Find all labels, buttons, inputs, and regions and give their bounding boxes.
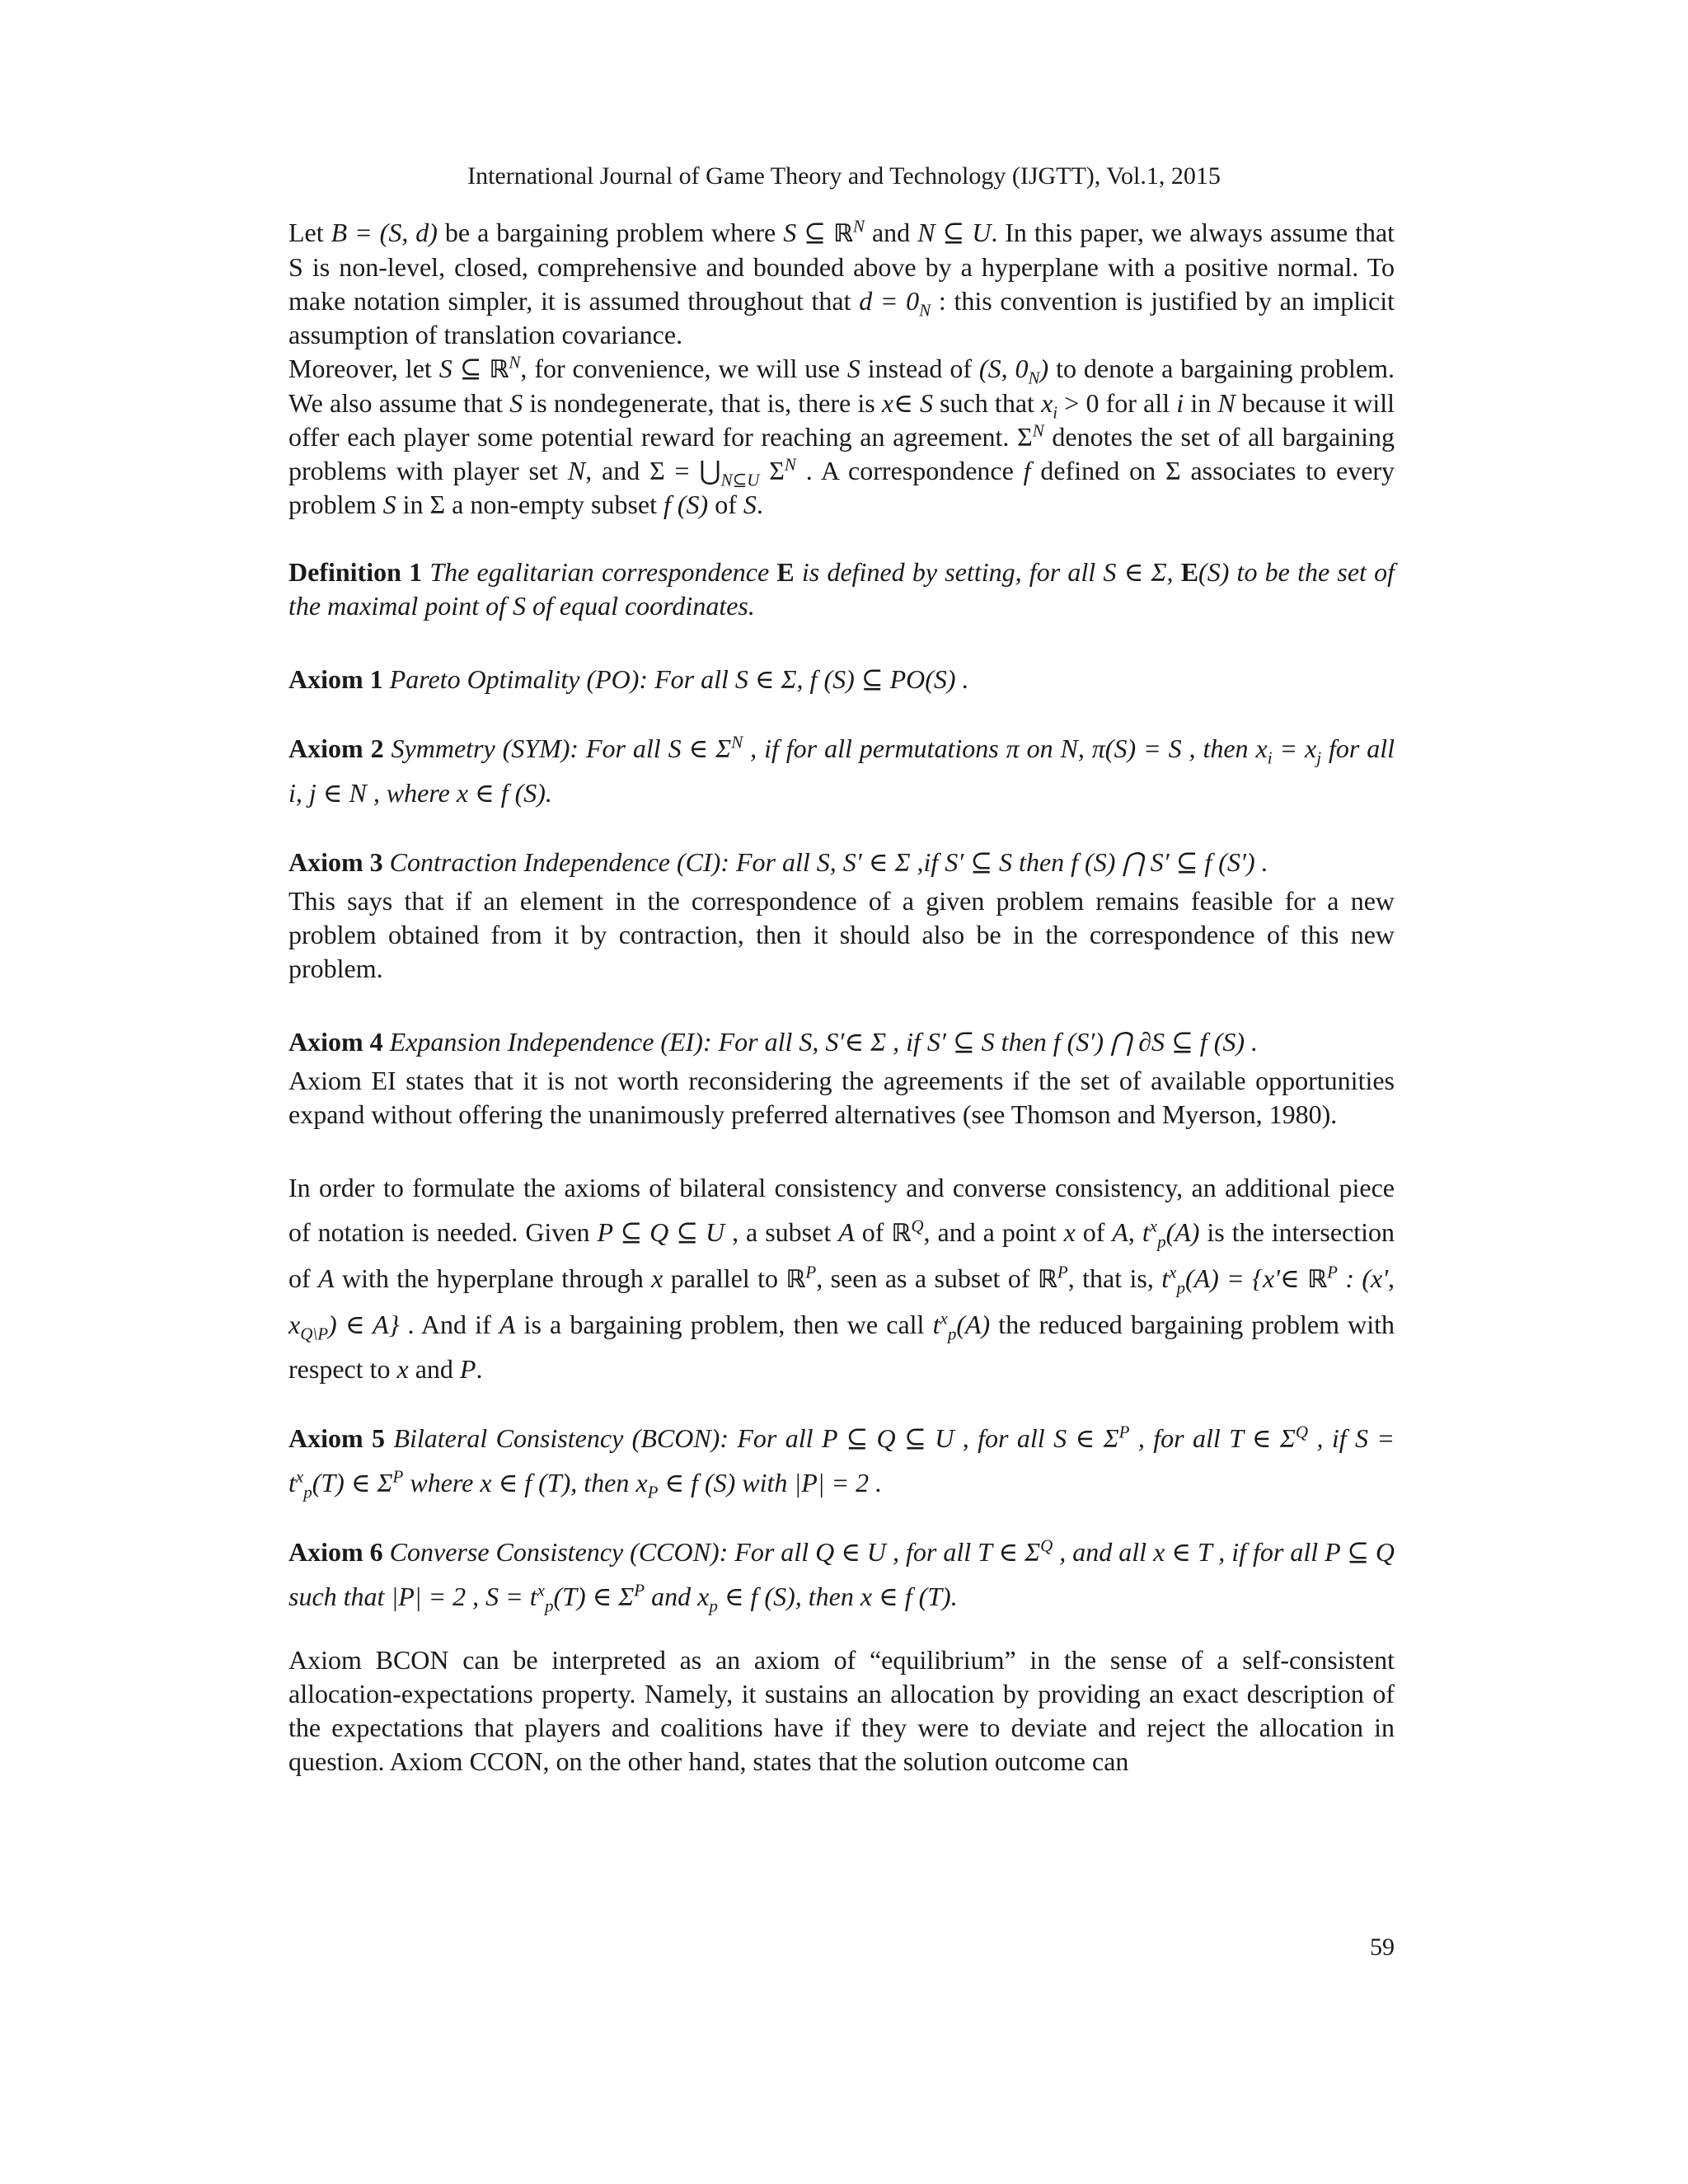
text: of	[708, 490, 743, 519]
axiom-text: and x	[645, 1582, 710, 1611]
text: is defined by setting, for all S ∈ Σ,	[794, 557, 1181, 587]
math: S	[509, 388, 523, 418]
subscript: P	[647, 1482, 659, 1502]
math: d = 0	[859, 286, 920, 316]
math: S	[382, 490, 396, 519]
bold-symbol: E	[1180, 557, 1199, 587]
math: t	[1161, 1263, 1170, 1293]
math: P	[459, 1354, 476, 1384]
math: f	[1023, 456, 1031, 485]
subscript: j	[1316, 748, 1322, 768]
real-numbers-symbol: ℝ	[891, 1219, 912, 1248]
axiom-text: ∈ f (S) with |P| = 2 .	[658, 1468, 883, 1497]
superscript: N	[784, 454, 796, 475]
text: . And if	[399, 1310, 499, 1339]
text: and	[865, 218, 918, 247]
superscript: Q	[911, 1216, 924, 1236]
axiom-label: Axiom 6	[288, 1537, 383, 1567]
text: to denote a bargaining problem. We also assume that	[288, 354, 1395, 418]
text: parallel to	[663, 1263, 786, 1293]
spacer	[288, 701, 1395, 726]
axiom-text: where x ∈ f (T), then x	[403, 1468, 648, 1497]
real-numbers-symbol: ℝ	[1307, 1265, 1328, 1294]
subscript: Q\P	[300, 1324, 329, 1344]
text: Moreover, let	[288, 354, 439, 383]
axiom-text: , if	[1308, 1423, 1356, 1453]
superscript: P	[392, 1466, 404, 1487]
math: P ⊆ Q ⊆ U	[597, 1217, 725, 1247]
axiom-text: (T) ∈ Σ	[312, 1468, 393, 1497]
math: (A)	[956, 1310, 991, 1339]
text: . In this paper, we always assume that S is non-level, closed, comprehensive and bounded above by a hyperplane with a positive normal. To make notation simpler, it is assumed throughout that	[288, 218, 1395, 316]
superscript: N	[852, 216, 865, 237]
subscript: p	[303, 1482, 312, 1502]
math: f (S)	[663, 490, 709, 519]
axiom-text: = x	[1272, 733, 1317, 763]
text: be a bargaining problem where	[437, 218, 784, 247]
subscript: i	[1053, 402, 1058, 423]
math: A	[838, 1217, 855, 1247]
text: and	[408, 1354, 460, 1384]
text: the reduced bargaining problem with respect to	[288, 1310, 1395, 1384]
spacer	[288, 815, 1395, 840]
superscript: P	[1327, 1262, 1338, 1282]
subscript: i	[1267, 748, 1273, 768]
superscript: x	[940, 1308, 948, 1329]
superscript: N	[509, 352, 521, 373]
text: of	[854, 1217, 892, 1247]
superscript: P	[634, 1580, 645, 1601]
superscript: x	[1169, 1262, 1177, 1282]
math: (A) = {x'∈	[1184, 1263, 1308, 1293]
axiom-statement	[288, 840, 1395, 884]
axiom-3	[288, 840, 1395, 986]
axiom-1	[288, 657, 1395, 701]
axiom-text: (T) ∈ Σ	[553, 1582, 635, 1611]
axiom-explanation: Axiom EI states that it is not worth reconsidering the agreements if the set of available opportunities expand without offering the unanimously preferred alternatives (see Thomson and Myerson, 1980).	[288, 1066, 1395, 1129]
text: , and a point	[923, 1217, 1064, 1247]
subscript: N	[1028, 368, 1040, 388]
superscript: Q	[1040, 1535, 1053, 1556]
text: because it will offer each player some potential reward for reaching an agreement. Σ	[288, 388, 1395, 452]
subscript: N	[919, 300, 931, 321]
axiom-text: , and all x ∈ T , if for all P ⊆ Q such that |P| = 2 , S = t	[288, 1537, 1395, 1611]
bold-symbol: E	[776, 557, 795, 587]
math: )	[1039, 354, 1049, 383]
text: , seen as a subset of	[816, 1263, 1038, 1293]
running-header: International Journal of Game Theory and Technology (IJGTT), Vol.1, 2015	[467, 162, 1221, 190]
math: S ⊆	[783, 218, 833, 247]
math: A	[318, 1263, 335, 1293]
text: with the hyperplane through	[334, 1263, 652, 1293]
paragraph-reduced-problem	[288, 1165, 1395, 1391]
spacer	[288, 1619, 1395, 1643]
math: x	[651, 1263, 663, 1293]
subscript: N⊆U	[720, 470, 760, 490]
text: (S) to be the set of the maximal point of S of equal coordinates.	[288, 557, 1395, 621]
subscript: p	[1176, 1277, 1185, 1298]
axiom-6	[288, 1530, 1395, 1619]
text: : this convention is justified by an implicit assumption of translation covariance.	[288, 286, 1395, 349]
math: (S, 0	[978, 354, 1029, 383]
math: ) ∈ A}	[328, 1310, 400, 1339]
math: x	[1063, 1217, 1076, 1247]
axiom-text: , for all T ∈ Σ	[1129, 1423, 1296, 1453]
text: ,	[1128, 1217, 1142, 1247]
text: in Σ a non-empty subset	[396, 490, 663, 519]
paragraph-bargaining-problem	[288, 216, 1395, 352]
superscript: P	[1118, 1422, 1130, 1442]
axiom-text: Pareto Optimality (PO): For all S ∈ Σ, f (S) ⊆ PO(S) .	[382, 664, 969, 694]
spacer	[288, 986, 1395, 1019]
axiom-5	[288, 1416, 1395, 1505]
text: .	[476, 1354, 483, 1384]
superscript: x	[537, 1580, 545, 1601]
text: .	[756, 490, 763, 519]
axiom-text: for all i, j ∈ N , where x ∈ f (S).	[288, 733, 1395, 808]
math: t	[1142, 1217, 1150, 1247]
definition-label: Definition 1	[288, 557, 423, 587]
axiom-statement	[288, 1019, 1395, 1064]
subscript: p	[1157, 1231, 1166, 1252]
axiom-text: Converse Consistency (CCON): For all Q ∈ U , for all T ∈ Σ	[382, 1537, 1041, 1567]
text: , a subset	[724, 1217, 839, 1247]
text: is a bargaining problem, then we call	[515, 1310, 933, 1339]
text: in	[1184, 388, 1218, 418]
math: S	[743, 490, 757, 519]
axiom-text: Bilateral Consistency (BCON): For all P ⊆ Q ⊆ U , for all S ∈ Σ	[385, 1423, 1119, 1453]
math: x	[1041, 388, 1053, 418]
superscript: Q	[1295, 1422, 1309, 1442]
math: : (x', x	[288, 1263, 1395, 1339]
text: . A correspondence	[795, 456, 1024, 485]
axiom-text: S = t	[288, 1423, 1395, 1497]
spacer	[288, 522, 1395, 555]
text: Let	[288, 218, 331, 247]
superscript: N	[731, 732, 743, 752]
math: x∈ S	[881, 388, 933, 418]
math: S ⊆	[438, 354, 490, 383]
text: Σ	[759, 456, 785, 485]
text: In order to formulate the axioms of bilateral consistency and converse consistency, an additional piece of notation is needed. Given	[288, 1173, 1395, 1247]
real-numbers-symbol: ℝ	[785, 1265, 806, 1294]
axiom-text: x	[1255, 733, 1268, 763]
math: x	[396, 1354, 409, 1384]
spacer	[288, 1505, 1395, 1530]
axiom-text: Contraction Independence (CI): For all S, S′ ∈ Σ ,if S′ ⊆ S then f (S) ⋂ S′ ⊆ f (S′) .	[382, 847, 1268, 877]
math: N	[567, 456, 586, 485]
math: A	[499, 1310, 516, 1339]
math: S	[846, 354, 860, 383]
axiom-label: Axiom 5	[288, 1423, 386, 1453]
math: t	[932, 1310, 940, 1339]
real-numbers-symbol: ℝ	[489, 355, 509, 384]
page-number: 59	[1370, 1933, 1395, 1961]
math: N ⊆ U	[917, 218, 992, 247]
superscript: x	[295, 1466, 304, 1487]
text: such that	[932, 388, 1042, 418]
math: N	[1217, 388, 1236, 418]
real-numbers-symbol: ℝ	[1037, 1265, 1057, 1294]
subscript: p	[947, 1324, 957, 1344]
math: A	[1112, 1217, 1128, 1247]
real-numbers-symbol: ℝ	[832, 219, 853, 248]
text: The egalitarian correspondence	[422, 557, 777, 587]
text: is nondegenerate, that is, there is	[523, 388, 882, 418]
math: (A)	[1165, 1217, 1200, 1247]
axiom-text: , if for all permutations π on N, π(S) = S , then	[743, 733, 1256, 763]
paragraph-interpretation: Axiom BCON can be interpreted as an axiom of “equilibrium” in the sense of a self-consistent allocation-expectations property. Namely, it sustains an allocation by providing an exact description of the expectations that players and coalitions have if they were to deviate and reject the allocation in question. Axiom CCON, on the other hand, states that the solution outcome can	[288, 1645, 1395, 1776]
axiom-text: Expansion Independence (EI): For all S, S′∈ Σ , if S′ ⊆ S then f (S′) ⋂ ∂S ⊆ f (S) .	[382, 1027, 1259, 1057]
axiom-explanation: This says that if an element in the correspondence of a given problem remains feasible for a new problem obtained from it by contraction, then it should also be in the correspondence of this new problem.	[288, 886, 1395, 983]
superscript: P	[805, 1262, 817, 1282]
superscript: x	[1149, 1216, 1158, 1236]
spacer	[288, 623, 1395, 657]
superscript: N	[1032, 420, 1044, 441]
text: instead of	[860, 354, 979, 383]
spacer	[288, 1132, 1395, 1165]
spacer	[288, 1391, 1395, 1416]
body-text	[288, 216, 1395, 1779]
axiom-label: Axiom 1	[288, 664, 383, 694]
subscript: p	[709, 1596, 718, 1616]
axiom-label: Axiom 2	[288, 733, 384, 763]
axiom-label: Axiom 4	[288, 1027, 383, 1057]
paragraph-nondegenerate	[288, 352, 1395, 522]
text: defined on Σ associates to every problem	[288, 456, 1395, 519]
axiom-label: Axiom 3	[288, 847, 383, 877]
definition-1	[288, 555, 1395, 623]
axiom-text: Symmetry (SYM): For all S ∈ Σ	[383, 733, 732, 763]
text: , and Σ = ⋃	[585, 456, 721, 485]
axiom-text: ∈ f (S), then x ∈ f (T).	[717, 1582, 958, 1611]
text: is the intersection of	[288, 1217, 1395, 1293]
text: denotes the set of all bargaining problems with player set	[288, 422, 1395, 485]
math: B = (S, d)	[331, 218, 438, 247]
text: > 0 for all	[1057, 388, 1177, 418]
math: i	[1176, 388, 1184, 418]
text: of	[1075, 1217, 1113, 1247]
axiom-2	[288, 726, 1395, 815]
axiom-4	[288, 1019, 1395, 1132]
text: , that is,	[1067, 1263, 1162, 1293]
text: , for convenience, we will use	[520, 354, 847, 383]
subscript: p	[544, 1596, 554, 1616]
superscript: P	[1057, 1262, 1068, 1282]
